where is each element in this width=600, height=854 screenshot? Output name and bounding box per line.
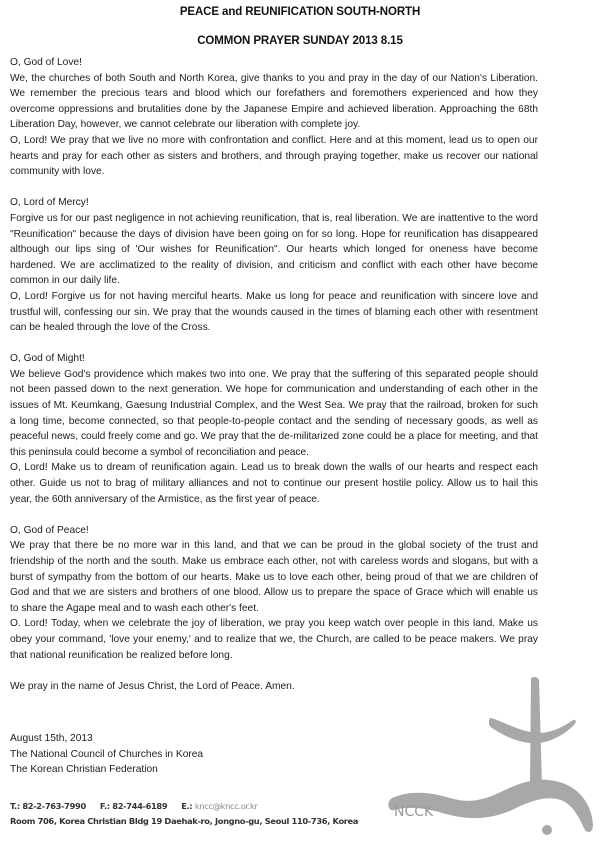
paragraph: Forgive us for our past negligence in not achieving reunification, that is, real liberation. We are inattentive to the word "Reunification" because the days of division have been going on for so long. Hope for reunification has disappeared although our lips sing of 'Our wishes for Reunification". Our hearts which longed for oneness have become hardened. We are acclimatized to the reality of division, and criticism and conflict with each other have become common in our daily life.	[10, 212, 538, 287]
signature-org-ncck: The National Council of Churches in Korea	[10, 748, 204, 760]
section-heading: O, God of Might!	[10, 353, 85, 365]
spacer	[10, 507, 538, 523]
signature-org-kcf: The Korean Christian Federation	[10, 764, 158, 776]
section-god-of-might	[10, 351, 538, 507]
paragraph: We, the churches of both South and North Korea, give thanks to you and pray in the day of our Nation's Liberation. We remember the precious tears and blood which our forefathers and foremothers experienced and how they overcome oppressions and brutalities done by the Japanese Empire and achieved liberation. Approaching the 68th Liberation Day, however, we cannot celebrate our liberation with complete joy.	[10, 72, 538, 131]
paragraph: O, Lord! Make us to dream of reunification again. Lead us to break down the walls of our hearts and respect each other. Guide us not to brag of military alliances and not to continue our present hostile policy. Allow us to hail this year, the 60th anniversary of the Armistice, as the first year of peace.	[10, 462, 538, 505]
paragraph: O, Lord! Forgive us for not having merciful hearts. Make us long for peace and reunification with sincere love and trustful will, confessing our sin. We pray that the wounds caused in the times of blaming each other with resentment can be healed through the love of the Cross.	[10, 290, 538, 334]
section-heading: O, God of Peace!	[10, 524, 89, 536]
contact-line	[10, 799, 358, 814]
section-heading: O, Lord of Mercy!	[10, 197, 89, 209]
signature-date: August 15th, 2013	[10, 733, 93, 744]
paragraph: O, Lord! We pray that we live no more with confrontation and conflict. Here and at this moment, lead us to open our hearts and pray for each other as sisters and brothers, and through praying together, make us recover our national community with love.	[10, 134, 538, 178]
prayer-body	[10, 55, 538, 694]
dot-mark	[542, 825, 552, 835]
closing-line: We pray in the name of Jesus Christ, the Lord of Peace. Amen.	[10, 680, 295, 692]
email-link[interactable]: kncc@kncc.or.kr	[194, 801, 258, 811]
section-heading: O, God of Love!	[10, 57, 82, 68]
section-god-of-peace	[10, 523, 538, 663]
document-subtitle: COMMON PRAYER SUNDAY 2013 8.15	[197, 35, 403, 47]
paragraph: O. Lord! Today, when we celebrate the joy of liberation, we pray you keep watch over people in this land. Make us obey your command, 'love your enemy,' and to realize that we, the Church, are called to be peace makers. We pray that national reunification be realized before long.	[10, 618, 538, 661]
fax-number: F.: 82-744-6189	[99, 801, 168, 811]
section-god-of-love	[10, 55, 538, 180]
phone-number: T.: 82-2-763-7990	[10, 801, 86, 811]
address: Room 706, Korea Christian Bldg 19 Daehak-ro, Jongno-gu, Seoul 110-736, Korea	[10, 816, 359, 826]
document-title: PEACE and REUNIFICATION SOUTH-NORTH	[179, 6, 421, 18]
signature-block	[10, 731, 203, 778]
contact-footer	[10, 799, 358, 829]
spacer	[10, 180, 538, 196]
ncck-logo-icon	[380, 660, 600, 850]
spacer	[10, 336, 538, 352]
paragraph: We pray that there be no more war in this land, and that we can be proud in the global society of the trust and friendship of the north and the south. Make us embrace each other, not with careless words and slogans, but with a burst of sympathy from the bottom of our hearts. Make us to love each other, being proud of that we are children of God and that we are sisters and brothers of one blood. Allow us to prepare the space of Grace which will enable us to share the Agape meal and to wash each other's feet.	[10, 540, 538, 614]
logo-wordmark: NCCK	[394, 804, 434, 820]
email-label: E.:	[181, 801, 193, 811]
section-lord-of-mercy	[10, 195, 538, 335]
paragraph: We believe God's providence which makes two into one. We pray that the suffering of this separated people should not been passed down to the next generation. We hope for communication and understanding of each other in the issues of Mt. Keumkang, Gaesung Industrial Complex, and the West Sea. We pray that the railroad, broken for such a long time, become connected, so that people-to-people contact and the sending of necessary goods, as well as peaceful news, could freely come and go. We pray that the de-militarized zone could be a place for meeting, and that this peninsula could become a symbol of reconciliation and peace.	[10, 368, 538, 458]
